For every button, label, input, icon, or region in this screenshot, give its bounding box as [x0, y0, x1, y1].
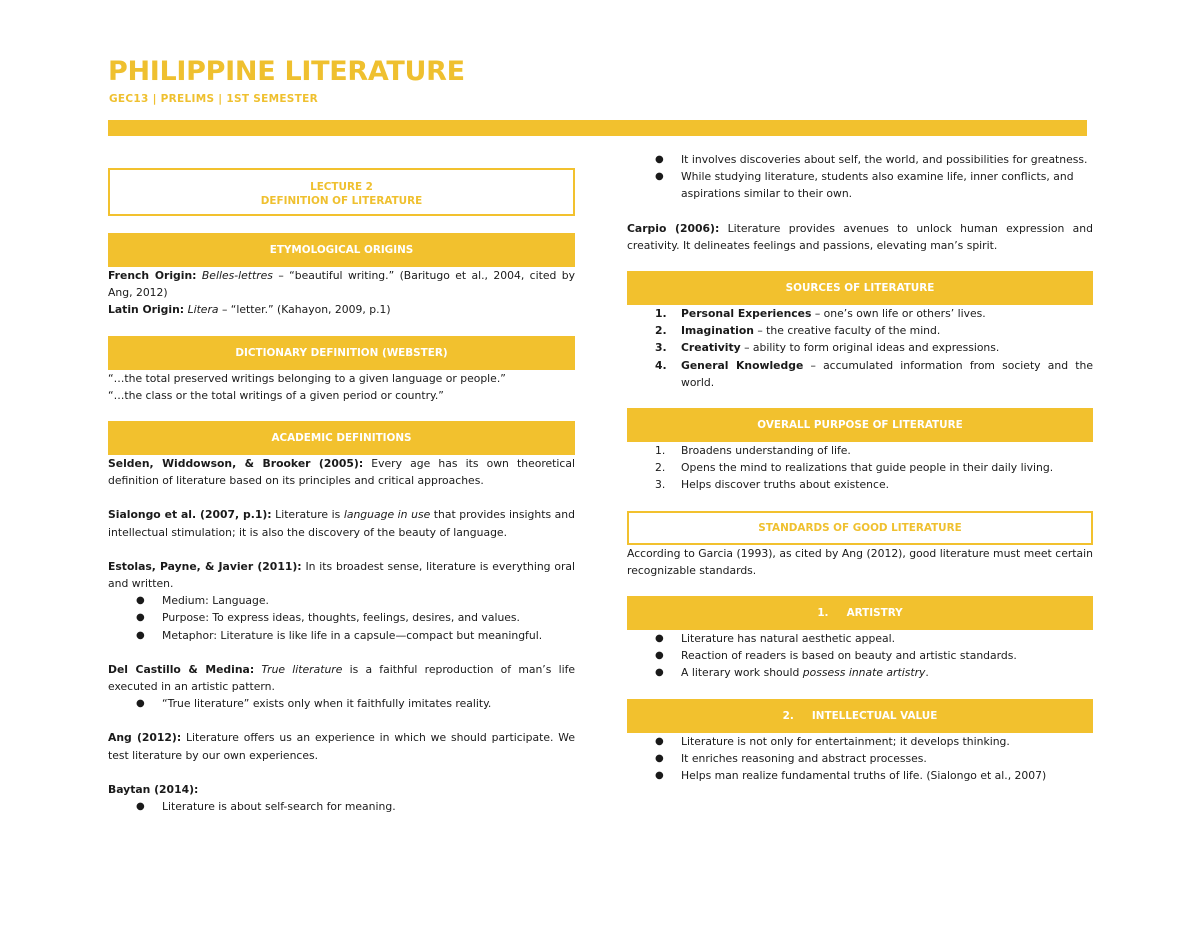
castillo-label: Del Castillo & Medina:	[108, 662, 255, 676]
list-item: ● Metaphor: Literature is like life in a capsule—compact but meaningful.	[136, 627, 575, 644]
ang-text: Literature offers us an experience in which we should participate. We test literature by our own experiences.	[108, 731, 575, 762]
item-number: 1.	[655, 307, 667, 321]
item-label: Creativity	[681, 341, 741, 355]
list-item	[655, 322, 1093, 339]
carpio-text: Literature provides avenues to unlock human expression and creativity. It delineates feelings and passions, elevating man’s spirit.	[627, 221, 1093, 252]
latin-text: – “letter.” (Kahayon, 2009, p.1)	[218, 303, 391, 317]
list-item: ● Reaction of readers is based on beauty and artistic standards.	[655, 647, 1093, 664]
dictionary-heading: DICTIONARY DEFINITION (WEBSTER)	[108, 336, 575, 370]
purpose-heading: OVERALL PURPOSE OF LITERATURE	[627, 408, 1093, 442]
selden-definition	[108, 455, 575, 489]
list-item	[655, 459, 1093, 476]
list-item: ● Helps man realize fundamental truths of life. (Sialongo et al., 2007)	[655, 767, 1093, 784]
item-text: Helps discover truths about existence.	[681, 478, 890, 492]
page-subtitle: GEC13 | PRELIMS | 1ST SEMESTER	[109, 93, 318, 105]
baytan-continued-list	[627, 151, 1093, 203]
item-text: Opens the mind to realizations that guide people in their daily living.	[681, 461, 1054, 475]
list-item	[655, 476, 1093, 493]
baytan-definition	[108, 781, 575, 798]
baytan-label: Baytan (2014):	[108, 782, 199, 796]
list-item	[655, 339, 1093, 356]
selden-label: Selden, Widdowson, & Brooker (2005):	[108, 457, 364, 471]
list-item: ● Medium: Language.	[136, 592, 575, 609]
latin-term: Litera	[187, 303, 219, 317]
item-label: Personal Experiences	[681, 307, 812, 321]
list-item: ● Purpose: To express ideas, thoughts, feelings, desires, and values.	[136, 609, 575, 626]
estolas-label: Estolas, Payne, & Javier (2011):	[108, 559, 302, 573]
lecture-title: DEFINITION OF LITERATURE	[260, 195, 423, 207]
intellectual-list	[627, 733, 1093, 785]
item-number: 4.	[655, 358, 667, 372]
estolas-definition	[108, 558, 575, 592]
right-column	[627, 151, 1093, 784]
title-rule	[108, 120, 1087, 136]
french-label: French Origin:	[108, 269, 197, 282]
latin-origin	[108, 301, 575, 318]
lecture-box	[108, 168, 575, 216]
french-text: – “beautiful writing.” (Baritugo et al., 2004, cited by Ang, 2012)	[108, 269, 575, 300]
castillo-definition	[108, 661, 575, 695]
page-title: PHILIPPINE LITERATURE	[108, 56, 465, 87]
item-number: 3.	[655, 478, 666, 492]
item-text-end: .	[925, 666, 929, 680]
sources-list	[627, 305, 1093, 391]
item-text: – the creative faculty of the mind.	[753, 324, 941, 338]
sialongo-label: Sialongo et al. (2007, p.1):	[108, 508, 272, 522]
item-text: Broadens understanding of life.	[681, 444, 851, 458]
item-label: Imagination	[681, 324, 754, 338]
carpio-label: Carpio (2006):	[627, 221, 720, 235]
item-text: – ability to form original ideas and expressions.	[740, 341, 1000, 355]
castillo-list	[108, 695, 575, 712]
item-text: A literary work should	[681, 666, 803, 680]
list-item	[655, 357, 1093, 391]
academic-heading: ACADEMIC DEFINITIONS	[108, 421, 575, 455]
list-item: ● While studying literature, students also examine life, inner conflicts, and aspirations similar to their own.	[655, 168, 1093, 202]
lecture-number: LECTURE 2	[310, 181, 373, 193]
item-number: 3.	[655, 341, 667, 355]
standards-heading: STANDARDS OF GOOD LITERATURE	[627, 511, 1093, 545]
etymology-heading: ETYMOLOGICAL ORIGINS	[108, 233, 575, 267]
intellectual-heading: 2. INTELLECTUAL VALUE	[627, 699, 1093, 733]
item-text: – one’s own life or others’ lives.	[811, 307, 986, 321]
latin-label: Latin Origin:	[108, 303, 185, 317]
baytan-list	[108, 798, 575, 815]
list-item: ● Literature has natural aesthetic appeal.	[655, 630, 1093, 647]
item-label: General Knowledge	[681, 358, 804, 372]
item-number: 1.	[655, 444, 666, 458]
french-origin	[108, 267, 575, 301]
estolas-text: In its broadest sense, literature is everything oral and written.	[108, 559, 576, 591]
sources-heading: SOURCES OF LITERATURE	[627, 271, 1093, 305]
sialongo-definition	[108, 506, 575, 540]
estolas-list	[108, 592, 575, 644]
dictionary-line-2: “…the class or the total writings of a given period or country.”	[108, 388, 444, 402]
item-text: – accumulated information from society and the world.	[681, 358, 1093, 389]
list-item: ● “True literature” exists only when it faithfully imitates reality.	[136, 695, 575, 712]
list-item	[655, 305, 1093, 322]
castillo-em: True literature	[261, 662, 343, 676]
left-column	[108, 168, 575, 815]
list-item: ● It enriches reasoning and abstract processes.	[655, 750, 1093, 767]
standards-intro: According to Garcia (1993), as cited by Ang (2012), good literature must meet certain recognizable standards.	[627, 546, 1093, 577]
list-item: ● It involves discoveries about self, the world, and possibilities for greatness.	[655, 151, 1093, 168]
sialongo-post: that provides insights and intellectual stimulation; it is also the discovery of the beauty of language.	[108, 508, 575, 539]
sialongo-pre: Literature is	[271, 508, 344, 522]
carpio-definition	[627, 220, 1093, 254]
item-number: 2.	[655, 461, 666, 475]
list-item: ● Literature is not only for entertainment; it develops thinking.	[655, 733, 1093, 750]
purpose-list	[627, 442, 1093, 494]
castillo-text: is a faithful reproduction of man’s life executed in an artistic pattern.	[108, 662, 576, 694]
dictionary-line-1: “…the total preserved writings belonging to a given language or people.”	[108, 371, 506, 385]
item-number: 2.	[655, 324, 667, 338]
french-term: Belles-lettres	[201, 269, 273, 282]
ang-label: Ang (2012):	[108, 731, 182, 745]
sialongo-em: language in use	[343, 508, 431, 522]
artistry-list	[627, 630, 1093, 682]
item-em: possess innate artistry	[802, 666, 926, 680]
artistry-heading: 1. ARTISTRY	[627, 596, 1093, 630]
list-item	[655, 442, 1093, 459]
ang-definition	[108, 729, 575, 763]
selden-text: Every age has its own theoretical definition of literature based on its principles and critical approaches.	[108, 457, 575, 488]
list-item: ● Literature is about self-search for meaning.	[136, 798, 575, 815]
list-item	[655, 664, 1093, 681]
